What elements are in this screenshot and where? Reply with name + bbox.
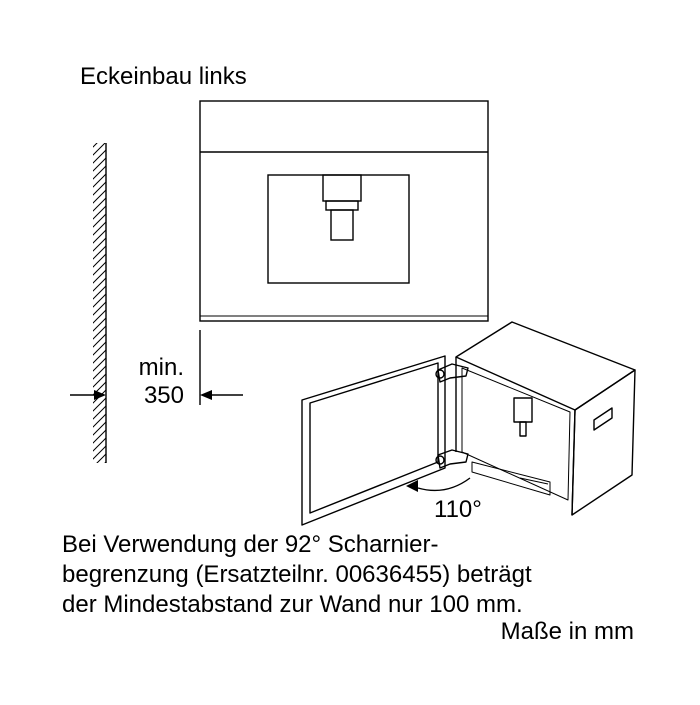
door-angle-label: 110° xyxy=(434,496,482,523)
dispenser-spout xyxy=(331,210,353,240)
units-label: Maße in mm xyxy=(500,618,634,645)
rotation-arc xyxy=(418,478,470,490)
lower-hinge-pivot xyxy=(436,456,444,464)
drip-tray xyxy=(472,462,550,495)
diagram-title: Eckeinbau links xyxy=(80,63,247,90)
wall-hatching xyxy=(93,143,106,463)
cabinet-interior xyxy=(462,368,570,500)
beverage-niche xyxy=(268,175,409,283)
cabinet-top xyxy=(456,322,635,410)
cabinet-side-handle xyxy=(594,408,612,430)
lower-hinge xyxy=(438,450,468,468)
note-line-2: begrenzung (Ersatzteilnr. 00636455) beträgt xyxy=(62,561,532,588)
dispenser-head xyxy=(323,175,361,201)
upper-hinge-pivot xyxy=(436,370,444,378)
drip-tray-slot xyxy=(520,478,548,484)
cabinet-side xyxy=(572,370,635,515)
appliance-front-view xyxy=(200,101,488,321)
appliance-outline xyxy=(200,101,488,321)
note-line-1: Bei Verwendung der 92° Scharnier- xyxy=(62,531,439,558)
interior-dispenser xyxy=(514,398,532,422)
dimension-label-line1: min. xyxy=(138,354,184,381)
cabinet-front-edge xyxy=(572,410,575,515)
note-line-3: der Mindestabstand zur Wand nur 100 mm. xyxy=(62,591,523,618)
dimension-arrowhead-right xyxy=(200,390,212,400)
appliance-isometric-view xyxy=(302,322,635,525)
door-outer xyxy=(302,356,445,525)
upper-hinge xyxy=(438,364,468,382)
door-inner xyxy=(310,363,438,513)
dimension-label-value: 350 xyxy=(143,382,184,409)
wall xyxy=(93,143,106,463)
dispenser-neck xyxy=(326,201,358,210)
interior-spout xyxy=(520,422,526,436)
